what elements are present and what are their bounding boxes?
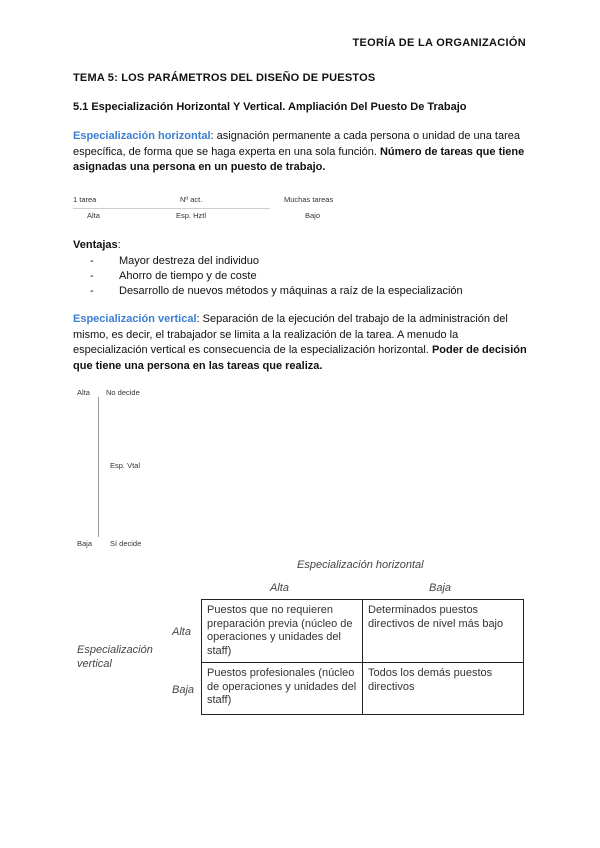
- matrix-col-alta: Alta: [270, 582, 289, 594]
- list-item: - Desarrollo de nuevos métodos y máquinas a raíz de la especialización: [73, 284, 533, 299]
- scale-h-bot-left: Alta: [87, 211, 100, 220]
- ventajas-title: Ventajas: [73, 239, 118, 251]
- scale-v-mid: Esp. Vtal: [110, 461, 141, 470]
- specialization-matrix: [201, 599, 524, 715]
- scale-h-bot-right: Bajo: [305, 211, 321, 220]
- matrix-cell: Puestos que no requieren preparación previa (núcleo de operaciones y unidades del staff): [202, 600, 363, 663]
- scale-h-line: [73, 208, 270, 209]
- scale-v-line: [98, 397, 99, 537]
- list-item: - Mayor destreza del individuo: [73, 254, 533, 269]
- vertical-text: Separación de la ejecución del trabajo de la administración del mismo, es decir, el trabajador se limita a la realización de la tarea. A menudo la especialización vertical es consecuencia de la especialización horizontal.: [73, 313, 508, 356]
- scale-h-top-right: Muchas tareas: [284, 195, 334, 204]
- horizontal-bold: Número de tareas que tiene asignadas una persona en un puesto de trabajo.: [73, 145, 525, 173]
- vertical-colon: :: [196, 313, 200, 325]
- section-subtitle: 5.1 Especialización Horizontal Y Vertical. Ampliación Del Puesto De Trabajo: [73, 101, 467, 113]
- matrix-row-alta: Alta: [172, 626, 191, 638]
- horizontal-paragraph: [73, 129, 528, 176]
- scale-v-top-left: Alta: [77, 388, 90, 397]
- matrix-cell: Todos los demás puestos directivos: [363, 663, 524, 715]
- scale-h-bot-mid: Esp. Hztl: [176, 211, 207, 220]
- scale-h-top-left: 1 tarea: [73, 195, 97, 204]
- matrix-row-baja: Baja: [172, 684, 195, 696]
- scale-v-bot-left: Baja: [77, 539, 93, 548]
- matrix-col-title: Especialización horizontal: [297, 559, 424, 571]
- scale-h-top-mid: Nº act.: [180, 195, 203, 204]
- vertical-term: Especialización vertical: [73, 313, 197, 325]
- matrix-col-baja: Baja: [429, 582, 452, 594]
- scale-v-bot-right: Sí decide: [110, 539, 142, 548]
- matrix-cell: Puestos profesionales (núcleo de operaciones y unidades del staff): [202, 663, 363, 715]
- matrix-cell: Determinados puestos directivos de nivel más bajo: [363, 600, 524, 663]
- horizontal-colon: :: [210, 130, 214, 142]
- table-row: [202, 600, 524, 663]
- vertical-paragraph: [73, 312, 528, 374]
- section-title: TEMA 5: LOS PARÁMETROS DEL DISEÑO DE PUESTOS: [73, 72, 376, 84]
- horizontal-text: asignación permanente a cada persona o unidad de una tarea específica, de forma que se haga experta en una sola función.: [73, 130, 521, 158]
- ventajas-colon: :: [117, 239, 121, 251]
- list-item: - Ahorro de tiempo y de coste: [73, 269, 533, 284]
- document-header: TEORÍA DE LA ORGANIZACIÓN: [352, 37, 526, 49]
- ventajas-list: [73, 254, 533, 299]
- scale-v-top-right: No decide: [106, 388, 140, 397]
- ventajas-heading: [73, 239, 121, 251]
- matrix-row-title: Especialización vertical: [77, 644, 153, 670]
- table-row: [202, 663, 524, 715]
- vertical-bold: Poder de decisión que tiene una persona en las tareas que realiza.: [73, 344, 527, 372]
- horizontal-term: Especialización horizontal: [73, 130, 211, 142]
